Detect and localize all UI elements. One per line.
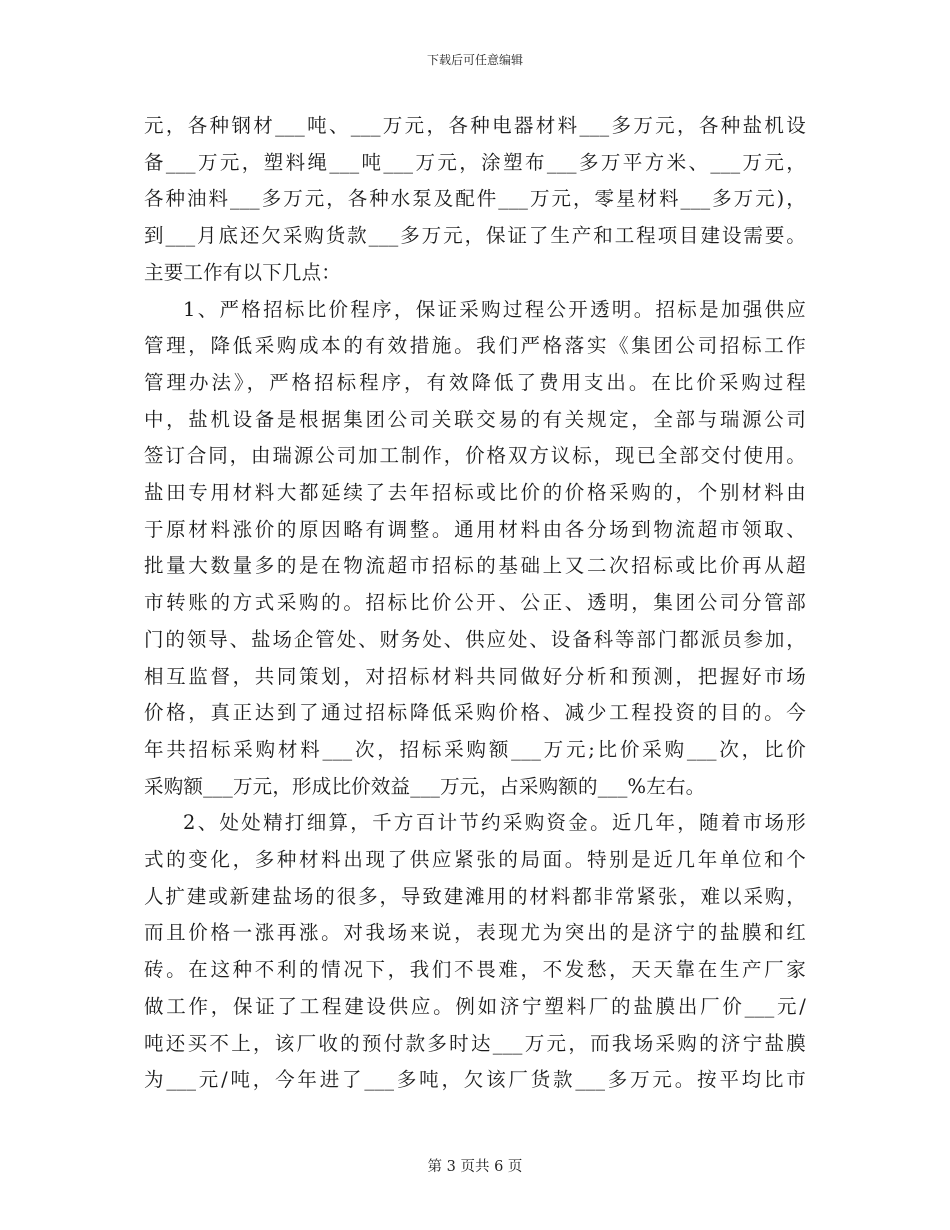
text-line: 中，盐机设备是根据集团公司关联交易的有关规定，全部与瑞源公司 <box>144 407 806 431</box>
text-line: 到___月底还欠采购货款___多万元，保证了生产和工程项目建设需要。 <box>144 224 806 248</box>
text-line: 式的变化，多种材料出现了供应紧张的局面。特别是近几年单位和个 <box>144 848 806 872</box>
page-footer: 第 3 页共 6 页 <box>427 1159 523 1175</box>
text-line: 2、处处精打细算，千方百计节约采购资金。近几年，随着市场形 <box>183 811 806 835</box>
text-line: 年共招标采购材料___次，招标采购额___万元;比价采购___次，比价 <box>144 737 806 761</box>
text-line: 为___元/吨，今年进了___多吨，欠该厂货款___多万元。按平均比市 <box>144 1068 806 1092</box>
paragraph-1 <box>144 108 806 292</box>
text-line: 而且价格一涨再涨。对我场来说，表现尤为突出的是济宁的盐膜和红 <box>144 921 806 945</box>
paragraph-3 <box>144 805 806 1099</box>
document-body <box>144 108 806 1099</box>
text-line: 人扩建或新建盐场的很多，导致建滩用的材料都非常紧张，难以采购， <box>144 884 806 908</box>
text-line: 签订合同，由瑞源公司加工制作，价格双方议标，现已全部交付使用。 <box>144 444 806 468</box>
page-header: 下载后可任意编辑 <box>426 53 523 67</box>
paragraph-2 <box>144 292 806 806</box>
text-line: 门的领导、盐场企管处、财务处、供应处、设备科等部门都派员参加， <box>144 627 806 651</box>
text-line: 管理，降低采购成本的有效措施。我们严格落实《集团公司招标工作 <box>144 334 806 358</box>
text-line: 管理办法》，严格招标程序，有效降低了费用支出。在比价采购过程 <box>144 370 806 394</box>
text-line: 元，各种钢材___吨、___万元，各种电器材料___多万元，各种盐机设 <box>144 114 806 137</box>
text-line: 采购额___万元，形成比价效益___万元，占采购额的___%左右。 <box>144 774 706 798</box>
text-line: 1、严格招标比价程序，保证采购过程公开透明。招标是加强供应 <box>183 297 806 321</box>
text-line: 做工作，保证了工程建设供应。例如济宁塑料厂的盐膜出厂价___元/ <box>144 994 806 1018</box>
text-line: 批量大数量多的是在物流超市招标的基础上又二次招标或比价再从超 <box>144 554 806 578</box>
text-line: 盐田专用材料大都延续了去年招标或比价的价格采购的，个别材料由 <box>144 481 806 505</box>
text-line: 于原材料涨价的原因略有调整。通用材料由各分场到物流超市领取、 <box>144 517 806 541</box>
text-line: 相互监督，共同策划，对招标材料共同做好分析和预测，把握好市场 <box>144 664 806 688</box>
text-line: 价格，真正达到了通过招标降低采购价格、减少工程投资的目的。今 <box>144 701 806 725</box>
text-line: 砖。在这种不利的情况下，我们不畏难，不发愁，天天靠在生产厂家 <box>144 958 806 982</box>
text-line: 各种油料___多万元，各种水泵及配件___万元，零星材料___多万元)， <box>144 187 806 211</box>
text-line: 主要工作有以下几点： <box>144 260 342 284</box>
text-line: 吨还买不上，该厂收的预付款多时达___万元，而我场采购的济宁盐膜 <box>144 1031 806 1055</box>
text-line: 备___万元，塑料绳___吨___万元，涂塑布___多万平方米、___万元， <box>144 150 806 174</box>
text-line: 市转账的方式采购的。招标比价公开、公正、透明，集团公司分管部 <box>144 591 806 615</box>
